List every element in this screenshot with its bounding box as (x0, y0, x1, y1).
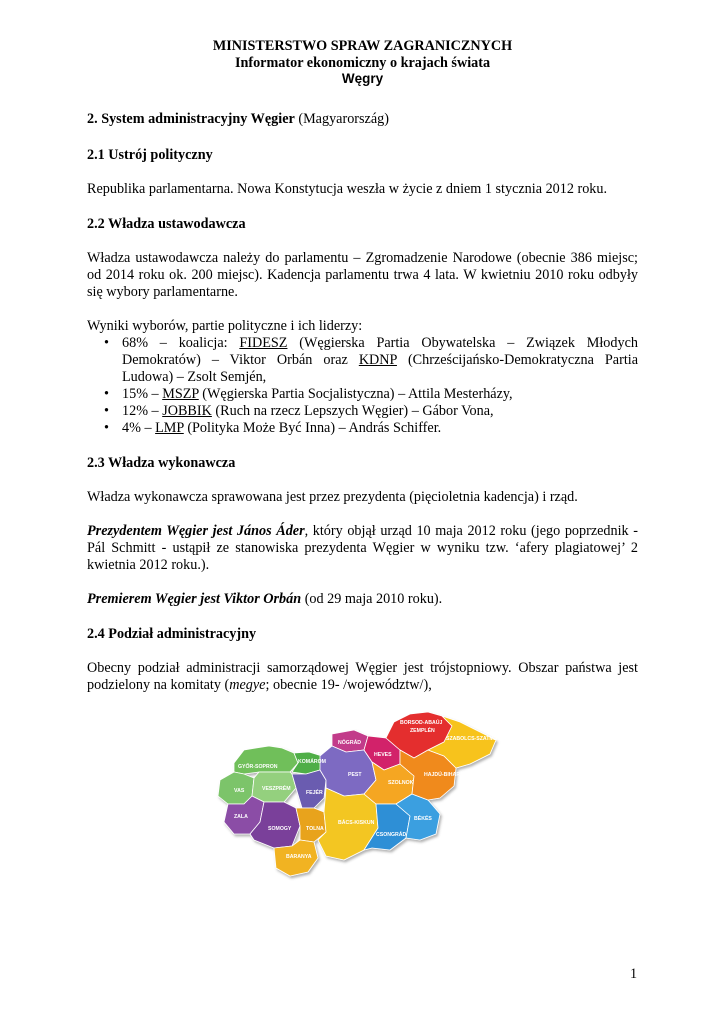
label-somogy: SOMOGY (268, 826, 292, 832)
election-results-intro: Wyniki wyborów, partie polityczne i ich liderzy: (87, 317, 363, 334)
section-2-title (87, 111, 638, 128)
label-csongrad: CSONGRÁD (376, 832, 407, 838)
document-header (87, 38, 638, 88)
label-szabolcs: SZABOLCS-SZATMÁR (446, 736, 502, 742)
election-results-list (87, 335, 638, 437)
party-kdnp: KDNP (358, 351, 397, 368)
label-baranya: BARANYA (286, 854, 312, 860)
header-country: Węgry (341, 71, 384, 86)
section-2-title-text: 2. System administracyjny Węgier (87, 110, 295, 127)
section-2-4-title: 2.4 Podział administracyjny (87, 625, 257, 642)
section-2-title-suffix: (Magyarország) (294, 110, 389, 127)
label-borsod-2: ZEMPLÉN (410, 728, 435, 734)
prime-minister-paragraph: Premierem Węgier jest Viktor Orbán (od 29 maja 2010 roku). (87, 590, 443, 607)
header-informator: Informator ekonomiczny o krajach świata (234, 54, 491, 71)
label-hajdu-bihar: HAJDÚ-BIHAR (424, 772, 461, 778)
party-fidesz: FIDESZ (239, 334, 288, 351)
section-2-3-title: 2.3 Władza wykonawcza (87, 454, 236, 471)
label-szolnok: SZOLNOK (388, 780, 414, 786)
label-nograd: NÓGRÁD (338, 740, 362, 746)
label-fejer: FEJÉR (306, 790, 323, 796)
section-2-2-text: Władza ustawodawcza należy do parlamentu – Zgromadzenie Narodowe (obecnie 386 miejsc; od 2014 roku ok. 200 miejsc). Kadencja parlamentu trwa 4 lata. W kwietniu 2010 roku odbyły się wybory parlamentarne. (87, 249, 638, 300)
label-gyor-sopron: GYŐR-SOPRON (238, 764, 278, 770)
president-paragraph: Prezydentem Węgier jest János Áder, który objął urząd 10 maja 2012 roku (jego poprzednik - Pál Schmitt - ustąpił ze stanowiska prezydenta Węgier w wyniku tzw. ‘afery plagiatowej’ 2 kwietnia 2012 roku.). (87, 522, 638, 573)
bullet-icon: • (104, 385, 109, 402)
label-borsod-1: BORSOD-ABAÚJ (400, 720, 443, 726)
label-bekes: BÉKÉS (414, 816, 432, 822)
label-heves: HEVES (374, 752, 392, 758)
bullet-icon: • (104, 402, 109, 419)
list-item: • 15% – MSZP (Węgierska Partia Socjalistyczna) – Attila Mesterházy, (104, 385, 513, 402)
page-number: 1 (630, 966, 638, 982)
list-item: • 68% – koalicja: FIDESZ (Węgierska Partia Obywatelska – Związek Młodych Demokratów) – Viktor Orbán oraz KDNP (Chrześcijańsko-Demokratyczna Partia Ludowa) – Zsolt Semjén, (104, 334, 638, 385)
hungary-counties-map (214, 708, 504, 888)
label-tolna: TOLNA (306, 826, 324, 832)
party-lmp: LMP (155, 419, 184, 436)
party-jobbik: JOBBIK (162, 402, 212, 419)
county-fejer (292, 770, 326, 808)
section-2-1-text: Republika parlamentarna. Nowa Konstytucja weszła w życie z dniem 1 stycznia 2012 roku. (87, 180, 608, 197)
section-2-4-text: Obecny podział administracji samorządowej Węgier jest trójstopniowy. Obszar państwa jest podzielony na komitaty (megye; obecnie 19- /województw/), (87, 659, 638, 693)
section-2-1-title: 2.1 Ustrój polityczny (87, 146, 213, 163)
label-veszprem: VESZPRÉM (262, 786, 291, 792)
party-mszp: MSZP (162, 385, 199, 402)
label-bacs-kiskun: BÁCS-KISKUN (338, 820, 375, 826)
document-page (87, 38, 638, 694)
bullet-icon: • (104, 419, 109, 436)
list-item: • 12% – JOBBIK (Ruch na rzecz Lepszych Węgier) – Gábor Vona, (104, 402, 494, 419)
label-vas: VAS (234, 788, 245, 794)
header-ministry: MINISTERSTWO SPRAW ZAGRANICZNYCH (212, 38, 513, 54)
label-pest: PEST (348, 772, 362, 778)
list-item: • 4% – LMP (Polityka Może Być Inna) – András Schiffer. (104, 419, 442, 436)
bullet-icon: • (104, 334, 109, 351)
section-2-3-text: Władza wykonawcza sprawowana jest przez prezydenta (pięcioletnia kadencja) i rząd. (87, 488, 578, 505)
label-komarom: KOMÁROM (298, 759, 326, 765)
section-2-2-title: 2.2 Władza ustawodawcza (87, 215, 246, 232)
label-zala: ZALA (234, 814, 248, 820)
